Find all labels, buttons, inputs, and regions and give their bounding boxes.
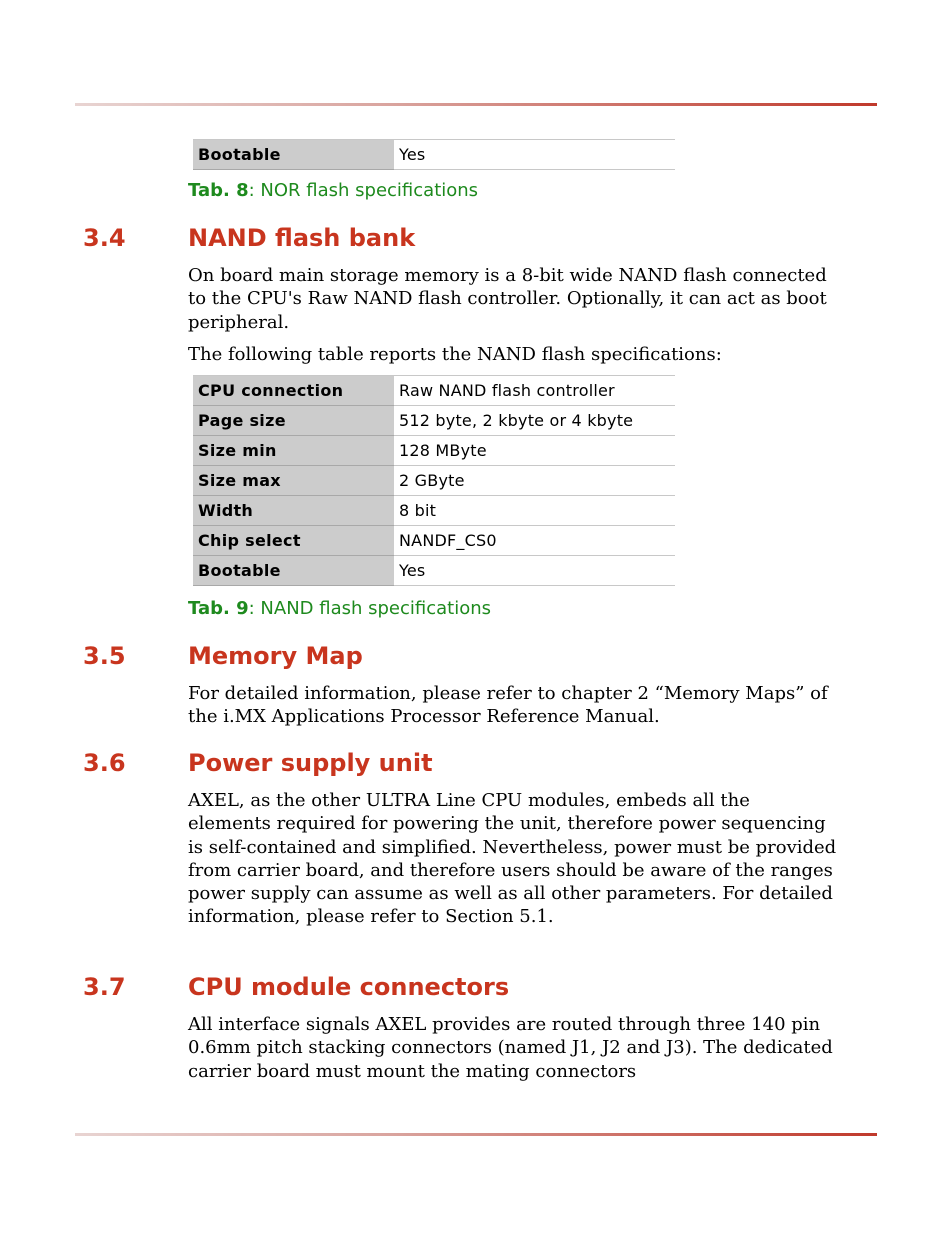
section-heading-3-6	[83, 749, 433, 777]
nor-spec-table	[193, 139, 675, 170]
table-row	[193, 526, 675, 556]
section-number: 3.4	[83, 224, 126, 252]
table-row	[193, 556, 675, 586]
section-title: Memory Map	[188, 642, 363, 670]
paragraph: All interface signals AXEL provides are routed through three 140 pin 0.6mm pitch stacking connectors (named J1, J2 and J3). The dedicated carrier board must mount the mating connectors	[188, 1014, 833, 1082]
table-row	[193, 140, 675, 170]
spec-value: NANDF_CS0	[394, 526, 675, 556]
header-rule	[75, 103, 877, 106]
section-title: CPU module connectors	[188, 973, 510, 1001]
nand-spec-table	[193, 375, 675, 586]
paragraph: For detailed information, please refer to chapter 2 “Memory Maps” of the i.MX Applications Processor Reference Manual.	[188, 683, 828, 728]
spec-key: Bootable	[193, 556, 394, 586]
section-heading-3-7	[83, 973, 509, 1001]
caption-label: Tab. 9	[188, 598, 249, 619]
footer-rule	[75, 1133, 877, 1136]
spec-key: Size max	[193, 466, 394, 496]
section-title: Power supply unit	[188, 749, 433, 777]
paragraph: On board main storage memory is a 8-bit wide NAND flash connected to the CPU's Raw NAND flash controller. Optionally, it can act as boot peripheral.	[188, 265, 827, 333]
spec-key: Bootable	[193, 140, 394, 170]
spec-value: Yes	[394, 140, 675, 170]
caption-text: : NAND flash specifications	[248, 598, 492, 619]
section-number: 3.6	[83, 749, 126, 777]
paragraph: AXEL, as the other ULTRA Line CPU modules, embeds all the elements required for powering the unit, therefore power sequencing is self-contained and simplified. Nevertheless, power must be provided from carrier board, and therefore users should be aware of the ranges power supply can assume as well as all other parameters. For detailed information, please refer to Section 5.1.	[188, 790, 837, 928]
spec-key: Width	[193, 496, 394, 526]
spec-value: Raw NAND flash controller	[394, 376, 675, 406]
caption-label: Tab. 8	[188, 180, 249, 201]
table-row	[193, 406, 675, 436]
section-heading-3-4	[83, 224, 415, 252]
spec-key: Chip select	[193, 526, 394, 556]
spec-value: 8 bit	[394, 496, 675, 526]
spec-key: Page size	[193, 406, 394, 436]
section-title: NAND flash bank	[188, 224, 416, 252]
section-number: 3.7	[83, 973, 126, 1001]
table-caption-9	[188, 598, 491, 619]
paragraph: The following table reports the NAND flash specifications:	[188, 344, 722, 365]
spec-value: 512 byte, 2 kbyte or 4 kbyte	[394, 406, 675, 436]
table-caption-8	[188, 180, 478, 201]
spec-key: CPU connection	[193, 376, 394, 406]
spec-value: 128 MByte	[394, 436, 675, 466]
table-row	[193, 436, 675, 466]
section-heading-3-5	[83, 642, 363, 670]
table-row	[193, 466, 675, 496]
section-number: 3.5	[83, 642, 126, 670]
caption-text: : NOR flash specifications	[248, 180, 479, 201]
spec-value: Yes	[394, 556, 675, 586]
spec-value: 2 GByte	[394, 466, 675, 496]
spec-key: Size min	[193, 436, 394, 466]
table-row	[193, 496, 675, 526]
table-row	[193, 376, 675, 406]
